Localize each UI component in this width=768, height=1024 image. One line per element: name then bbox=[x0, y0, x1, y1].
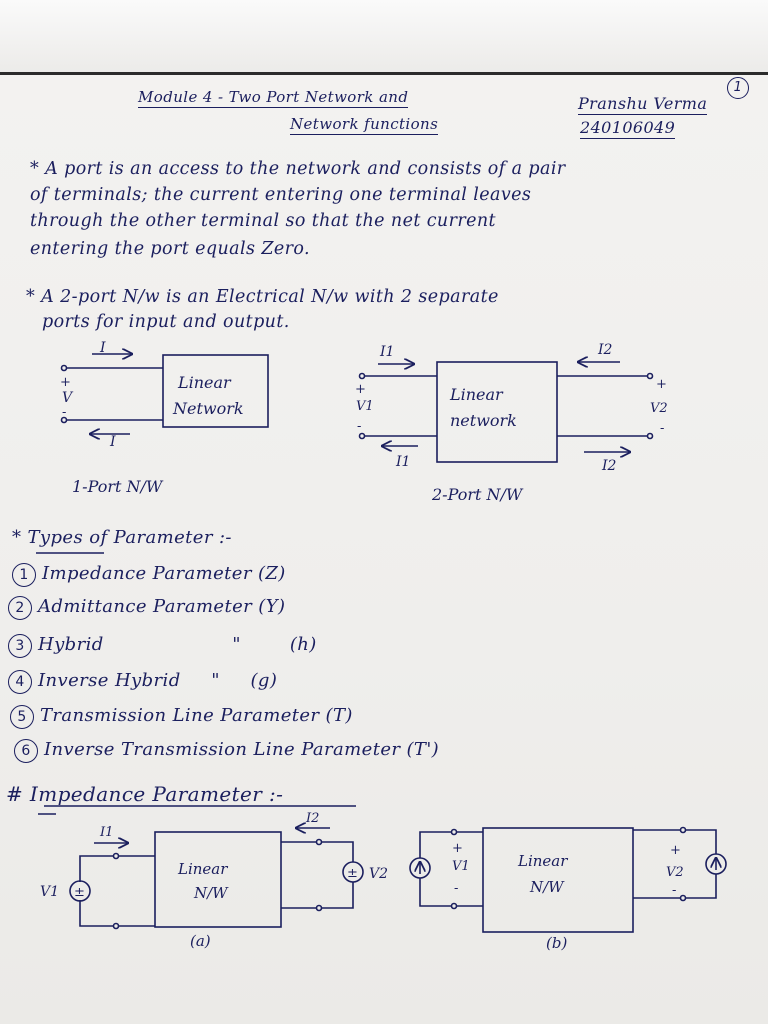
voltage-label: V1 bbox=[452, 859, 470, 874]
port-definition-line3: through the other terminal so that the net current bbox=[30, 211, 496, 231]
circuit-b-wire bbox=[420, 832, 451, 858]
item-text: Transmission Line Parameter (T) bbox=[40, 705, 353, 726]
types-heading: * Types of Parameter :- bbox=[12, 527, 232, 548]
item-number: 5 bbox=[10, 705, 34, 729]
circuit-a-box bbox=[155, 832, 281, 927]
circuit-a-wire bbox=[322, 882, 353, 908]
author-name: Pranshu Verma bbox=[578, 94, 708, 113]
current-label: I2 bbox=[598, 342, 613, 358]
parameter-list-item bbox=[8, 634, 317, 658]
page-title-line1: Module 4 - Two Port Network and bbox=[138, 88, 409, 106]
terminal-node bbox=[681, 896, 686, 901]
circuit-a-wire bbox=[322, 842, 353, 862]
port-definition-line4: entering the port equals Zero. bbox=[30, 239, 311, 259]
page-title-line2: Network functions bbox=[290, 115, 439, 133]
terminal-node bbox=[452, 904, 457, 909]
circuit-b-box-label: N/W bbox=[530, 878, 564, 896]
voltage-label: V bbox=[62, 390, 73, 406]
current-label: I1 bbox=[100, 825, 114, 840]
item-number: 1 bbox=[12, 563, 36, 587]
parameter-list-item bbox=[10, 705, 353, 729]
current-label: I1 bbox=[396, 454, 411, 470]
source-polarity: ± bbox=[347, 866, 358, 881]
source-polarity: ± bbox=[74, 885, 85, 900]
terminal-node bbox=[317, 906, 322, 911]
two-port-box-label: Linear bbox=[450, 385, 503, 404]
voltage-label: V1 bbox=[40, 884, 60, 900]
polarity-label: + bbox=[670, 843, 681, 858]
item-number: 2 bbox=[8, 596, 32, 620]
circuit-b-wire bbox=[420, 878, 451, 906]
roll-number: 240106049 bbox=[580, 118, 676, 137]
one-port-box-label: Network bbox=[173, 399, 244, 418]
circuit-b-box-label: Linear bbox=[518, 852, 568, 870]
terminal-node bbox=[114, 924, 119, 929]
item-number: 3 bbox=[8, 634, 32, 658]
voltage-label: V2 bbox=[666, 865, 684, 880]
parameter-list-item bbox=[14, 739, 439, 763]
polarity-label: - bbox=[62, 405, 67, 420]
voltage-label: V2 bbox=[650, 401, 668, 416]
current-label: I2 bbox=[602, 458, 617, 474]
item-number: 6 bbox=[14, 739, 38, 763]
current-label: I2 bbox=[306, 811, 320, 826]
polarity-label: + bbox=[452, 841, 463, 856]
two-port-caption: 2-Port N/W bbox=[432, 485, 523, 504]
polarity-label: + bbox=[355, 382, 366, 397]
impedance-heading: # Impedance Parameter :- bbox=[6, 782, 284, 806]
terminal-node bbox=[360, 434, 365, 439]
item-number: 4 bbox=[8, 670, 32, 694]
circuit-b-caption: (b) bbox=[546, 934, 568, 952]
two-port-box-label: network bbox=[450, 411, 517, 430]
item-text: Inverse Hybrid " (g) bbox=[38, 670, 278, 691]
parameter-list-item bbox=[8, 596, 285, 620]
parameter-list-item bbox=[8, 670, 277, 694]
port-definition-line2: of terminals; the current entering one terminal leaves bbox=[30, 185, 532, 205]
terminal-node bbox=[114, 854, 119, 859]
port-definition-line1: * A port is an access to the network and consists of a pair bbox=[30, 159, 566, 179]
terminal-node bbox=[648, 374, 653, 379]
terminal-node bbox=[452, 830, 457, 835]
circuit-b-wire bbox=[686, 874, 716, 898]
circuit-a-box-label: Linear bbox=[178, 860, 228, 878]
voltage-label: V1 bbox=[356, 399, 374, 414]
two-port-definition-line2: ports for input and output. bbox=[42, 312, 290, 332]
terminal-node bbox=[648, 434, 653, 439]
polarity-label: - bbox=[672, 883, 677, 898]
item-text: Hybrid " (h) bbox=[38, 634, 317, 655]
terminal-node bbox=[317, 840, 322, 845]
page-number: 1 bbox=[727, 77, 749, 99]
circuit-a-wire bbox=[80, 856, 113, 882]
terminal-node bbox=[681, 828, 686, 833]
current-label: I1 bbox=[380, 344, 395, 360]
polarity-label: - bbox=[660, 421, 665, 436]
two-port-definition-line1: * A 2-port N/w is an Electrical N/w with 2 separate bbox=[26, 287, 499, 307]
circuit-a-box-label: N/W bbox=[194, 884, 228, 902]
circuit-b-wire bbox=[686, 830, 716, 854]
current-label: I bbox=[100, 340, 106, 356]
item-text: Admittance Parameter (Y) bbox=[38, 596, 286, 617]
terminal-node bbox=[360, 374, 365, 379]
polarity-label: + bbox=[60, 375, 71, 390]
circuit-a-diagram bbox=[70, 828, 363, 929]
polarity-label: - bbox=[357, 419, 362, 434]
parameter-list-item bbox=[12, 563, 286, 587]
circuit-a-caption: (a) bbox=[190, 932, 211, 950]
polarity-label: + bbox=[656, 377, 667, 392]
polarity-label: - bbox=[454, 881, 459, 896]
one-port-diagram bbox=[62, 354, 269, 434]
terminal-node bbox=[62, 366, 67, 371]
item-text: Impedance Parameter (Z) bbox=[42, 563, 286, 584]
circuit-a-wire bbox=[80, 900, 113, 926]
item-text: Inverse Transmission Line Parameter (T') bbox=[44, 739, 440, 760]
current-label: I bbox=[110, 434, 116, 450]
one-port-box-label: Linear bbox=[178, 373, 231, 392]
voltage-label: V2 bbox=[369, 866, 389, 882]
one-port-caption: 1-Port N/W bbox=[72, 477, 163, 496]
